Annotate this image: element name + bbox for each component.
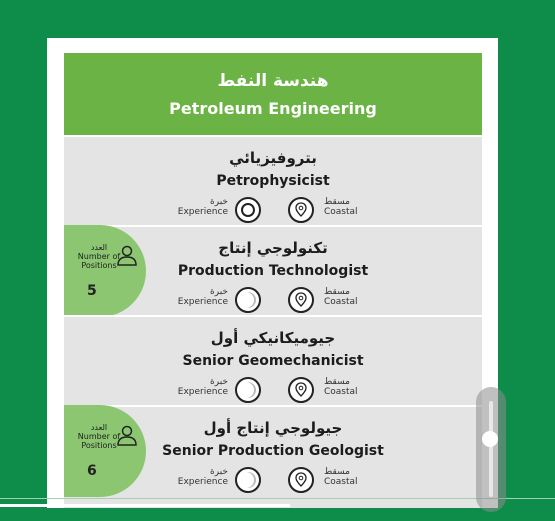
jobs-card — [64, 53, 482, 508]
job-title-ar: تكنولوجي إنتاج — [218, 239, 328, 257]
experience-label: خبرة Experience — [177, 377, 228, 397]
job-row — [64, 405, 482, 495]
location-pin-icon — [288, 467, 314, 493]
location-label: مسقط Coastal — [324, 377, 358, 397]
divider-line — [0, 498, 555, 499]
department-title-en: Petroleum Engineering — [169, 98, 377, 118]
location-label: مسقط Coastal — [324, 287, 358, 307]
job-title-en: Petrophysicist — [216, 173, 330, 189]
experience-label: خبرة Experience — [177, 197, 228, 217]
crescent-circle-icon — [235, 377, 261, 403]
experience-label: خبرة Experience — [177, 287, 228, 307]
job-row — [64, 225, 482, 315]
slider-track[interactable] — [489, 401, 493, 497]
positions-label: العدد Number of Positions — [77, 243, 121, 270]
location-pin-icon — [288, 287, 314, 313]
job-row — [64, 315, 482, 405]
positions-label: العدد Number of Positions — [77, 423, 121, 450]
content-frame — [47, 38, 498, 508]
department-header — [64, 53, 482, 135]
volume-slider[interactable] — [476, 387, 506, 512]
job-title-ar: جيولوجي إنتاج أول — [203, 419, 343, 437]
location-label: مسقط Coastal — [324, 197, 358, 217]
department-title-ar: هندسة النفط — [217, 70, 329, 91]
positions-count: 6 — [87, 463, 97, 479]
job-title-en: Senior Geomechanicist — [182, 353, 364, 369]
job-row — [64, 135, 482, 225]
double-circle-icon — [235, 197, 261, 223]
video-progress-bar[interactable] — [0, 504, 290, 507]
job-title-ar: جيوميكانيكي أول — [210, 329, 336, 347]
experience-label: خبرة Experience — [177, 467, 228, 487]
slider-knob[interactable] — [482, 431, 498, 447]
positions-count: 5 — [87, 283, 97, 299]
job-title-en: Senior Production Geologist — [162, 443, 384, 459]
job-title-en: Production Technologist — [177, 263, 369, 279]
location-pin-icon — [288, 377, 314, 403]
crescent-circle-icon — [235, 287, 261, 313]
job-title-ar: بتروفيزيائي — [229, 149, 317, 167]
crescent-circle-icon — [235, 467, 261, 493]
location-label: مسقط Coastal — [324, 467, 358, 487]
location-pin-icon — [288, 197, 314, 223]
